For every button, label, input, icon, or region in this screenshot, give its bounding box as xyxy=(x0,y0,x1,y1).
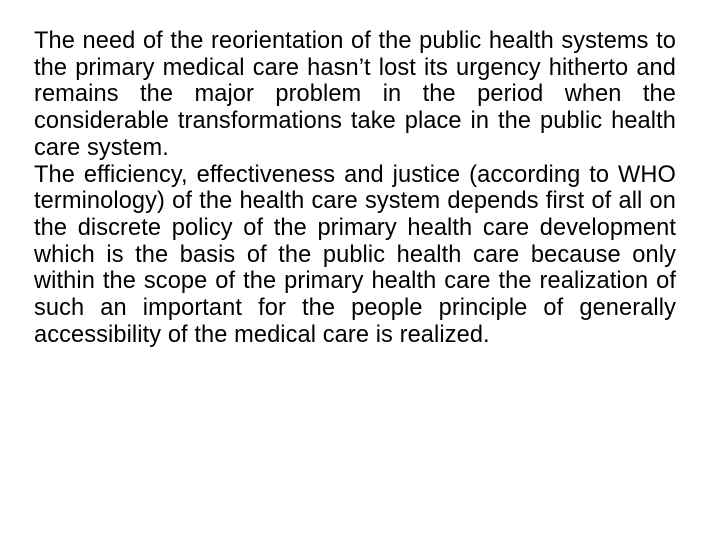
paragraph-efficiency: The efficiency, effectiveness and justice (according to WHO terminology) of the health care system depends first of all on the discrete policy of the primary health care development which is the basis of the public health care because only within the scope of the primary health care the realization of such an important for the people principle of generally accessibility of the medical care is realized. xyxy=(34,161,676,348)
slide-text-block xyxy=(34,28,676,348)
paragraph-reorientation: The need of the reorientation of the public health systems to the primary medical care hasn’t lost its urgency hitherto and remains the major problem in the period when the considerable transformations take place in the public health care system. xyxy=(34,28,676,161)
